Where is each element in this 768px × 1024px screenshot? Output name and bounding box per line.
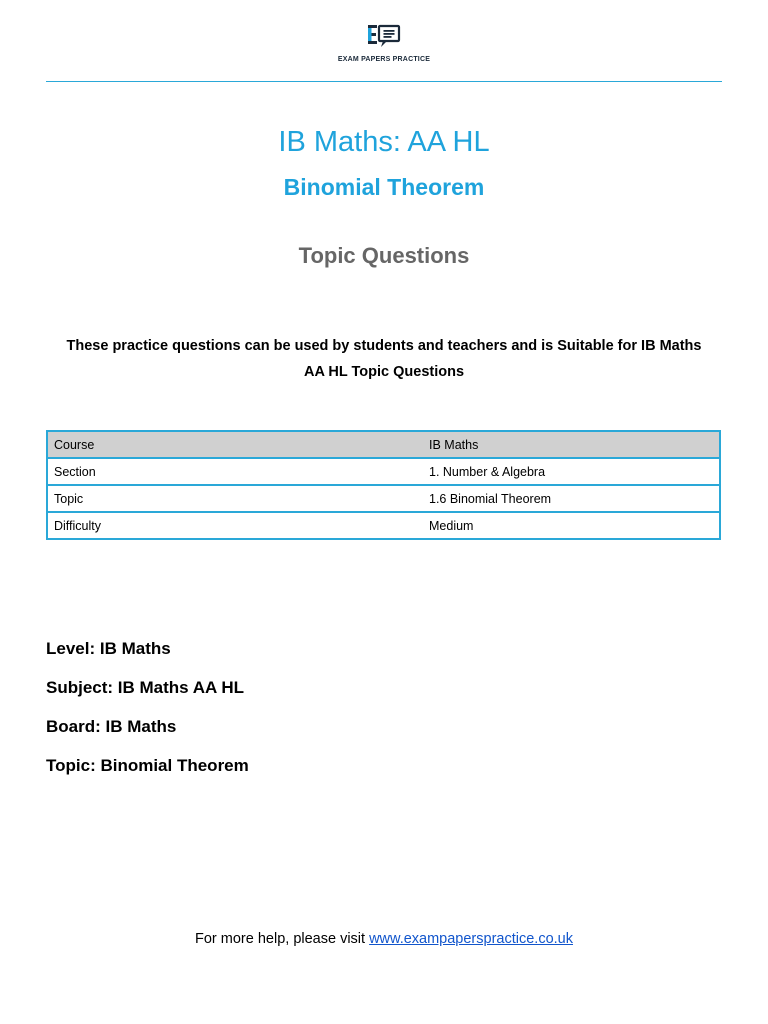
course-info-table bbox=[46, 430, 721, 540]
intro-text: These practice questions can be used by students and teachers and is Suitable for IB Maths AA HL Topic Questions bbox=[66, 338, 702, 380]
meta-topic: Topic: Binomial Theorem bbox=[46, 756, 249, 775]
table-cell-label: Difficulty bbox=[47, 512, 423, 539]
header-divider bbox=[46, 81, 722, 82]
page-subtitle: Binomial Theorem bbox=[283, 174, 485, 200]
table-row bbox=[47, 485, 720, 512]
topic-heading: Topic Questions bbox=[298, 243, 470, 268]
brand-name: EXAM PAPERS PRACTICE bbox=[337, 56, 431, 63]
footer-text: For more help, please visit bbox=[195, 931, 370, 947]
table-cell-value: 1.6 Binomial Theorem bbox=[423, 485, 720, 512]
table-cell-label: Section bbox=[47, 458, 423, 485]
meta-subject: Subject: IB Maths AA HL bbox=[46, 678, 245, 697]
table-row bbox=[47, 458, 720, 485]
table-cell-value: Medium bbox=[423, 512, 720, 539]
table-row bbox=[47, 431, 720, 458]
meta-level: Level: IB Maths bbox=[46, 639, 171, 658]
table-cell-label: Course bbox=[47, 431, 423, 458]
document-meta bbox=[46, 639, 249, 795]
page-title: IB Maths: AA HL bbox=[278, 126, 490, 158]
meta-board: Board: IB Maths bbox=[46, 717, 177, 736]
table-row bbox=[47, 512, 720, 539]
exam-papers-practice-logo-icon bbox=[361, 22, 407, 56]
website-link[interactable]: www.exampaperspractice.co.uk bbox=[369, 931, 573, 947]
table-cell-label: Topic bbox=[47, 485, 423, 512]
table-cell-value: 1. Number & Algebra bbox=[423, 458, 720, 485]
table-cell-value: IB Maths bbox=[423, 431, 720, 458]
brand-logo bbox=[0, 22, 768, 63]
footer bbox=[0, 931, 768, 947]
